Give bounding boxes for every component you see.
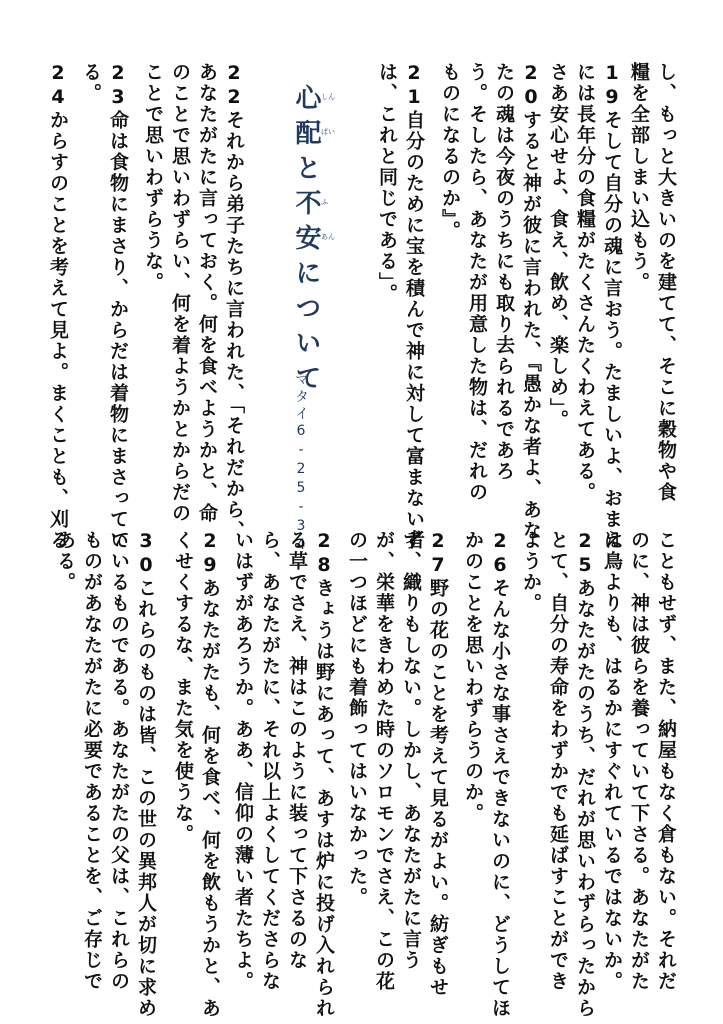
text-column: 28きょうは野にあって、あすは炉に投げ入れられ [313,530,335,1019]
text-column: のことで思いわずらい、何を着ようかとからだの [169,62,191,524]
text-column: 30これらのものは皆、この世の異邦人が切に求め [135,530,157,1019]
text-column: ているものである。あなたがたの父は、これらの [108,530,130,992]
text-column: 21自分のために宝を積んで神に対して富まない者 [403,62,425,551]
text-column: には長年分の食糧がたくさんたくわえてある。 [574,62,596,503]
text-column: のに、神は彼らを養っていて下さる。あなたがた [628,530,650,992]
text-column: は、これと同じである」。 [376,62,398,305]
text-column: 22それから弟子たちに言われた、「それだから、 [223,62,245,542]
title-ruby: しん [321,93,335,101]
scripture-reference: マタイ6-25-34 [293,372,309,556]
text-column: ものになるのか』。 [439,62,461,242]
text-column: 27野の花のことを考えて見るがよい。紡ぎもせ [427,530,449,998]
text-column: ず、織りもしない。しかし、あなたがたに言う [400,530,422,971]
text-column: いはずがあろうか。ああ、信仰の薄い者たちよ。 [232,530,254,992]
text-column: ら、あなたがたに、それ以上よくしてくださらな [259,530,281,992]
text-column: ある。 [54,530,76,593]
text-column: る草でさえ、神はこのように装って下さるのな [286,530,308,971]
text-column: こともせず、また、納屋もなく倉もない。それだ [655,530,677,992]
text-column: う。そしたら、あなたが用意した物は、だれの [466,62,488,503]
text-column: 19そして自分の魂に言おう。たましいよ、おまえ [601,62,623,551]
text-column: 糧を全部しまい込もう。 [628,62,650,293]
text-column: 25あなたがたのうち、だれが思いわずらったから [574,530,596,1019]
text-column: さあ安心せよ、食え、飲め、楽しめ」。 [547,62,569,431]
title-ruby: ふ [321,198,328,206]
text-column: たの魂は今夜のうちにも取り去られるであろ [493,62,515,482]
text-column: が、栄華をきわめた時のソロモンでさえ、この花 [373,530,395,992]
title-ruby: あん [321,233,335,241]
text-column: かのことを思いわずらうのか。 [462,530,484,824]
text-column: くせくするな、また気を使うな。 [172,530,194,845]
text-column: 24からすのことを考えて見よ。まくことも、刈る [47,62,69,551]
page-title: 心配と不安について [291,84,321,399]
text-column: し、もっと大きいのを建てて、そこに穀物や食 [655,62,677,503]
text-column: る。 [80,62,102,104]
text-column: 29あなたがたも、何を食べ、何を飲もうかと、あ [199,530,221,1019]
text-column: あなたがたに言っておく。何を食べようかと、命 [196,62,218,524]
text-column: ものがあなたがたに必要であることを、ご存じで [81,530,103,992]
text-column: 23命は食物にまさり、からだは着物にまさってい [107,62,129,551]
title-ruby: ぱい [321,128,335,136]
text-column: の一つほどにも着飾ってはいなかった。 [346,530,368,908]
text-column: 26そんな小さな事さえできないのに、どうしてほ [489,530,511,1019]
text-column: とて、自分の寿命をわずかでも延ばすことができ [547,530,569,992]
text-column: 20すると神が彼に言われた、『愚かな者よ、あな [520,62,542,542]
text-column: は鳥よりも、はるかにすぐれているではないか。 [601,530,623,992]
text-column: ようか。 [520,530,542,614]
text-column: ことで思いわずらうな。 [142,62,164,293]
